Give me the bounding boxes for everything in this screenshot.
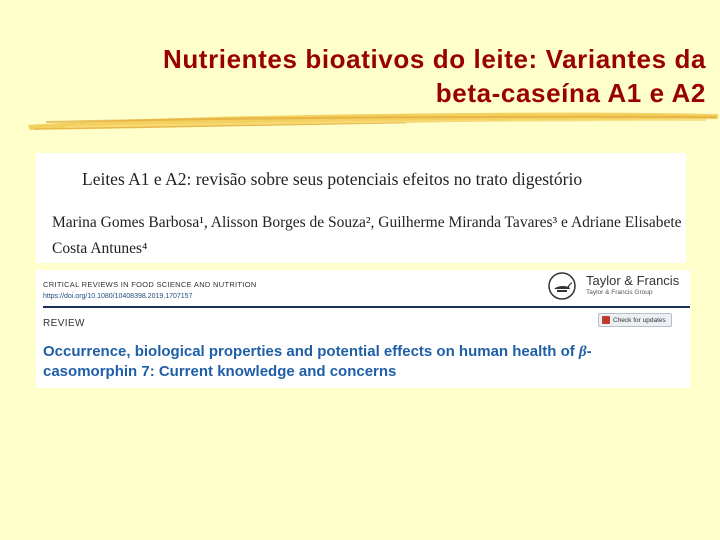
paper-title-en [43, 342, 643, 382]
paper-excerpt-pt [36, 153, 686, 263]
check-updates-label: Check for updates [613, 316, 666, 324]
publisher-name: Taylor & Francis [586, 273, 680, 288]
paper-excerpt-en [36, 270, 690, 388]
doi-link[interactable]: https://doi.org/10.1080/10408398.2019.1707157 [43, 293, 193, 300]
article-section: REVIEW [43, 318, 85, 329]
paper-title-en-part-1: Occurrence, biological properties and potential effects on human health of [43, 343, 579, 360]
paper-title-en-beta: β [578, 344, 587, 360]
publisher-group: Taylor & Francis Group [586, 289, 653, 296]
slide-title [26, 42, 706, 110]
check-updates-button[interactable] [598, 313, 672, 327]
slide-title-line-2: beta-caseína A1 e A2 [435, 78, 706, 108]
paper-title-en-part-2: -casomorphin 7: Current knowledge and concerns [43, 343, 592, 380]
slide-title-line-1: Nutrientes bioativos do leite: Variantes da [162, 44, 706, 74]
taylor-francis-lamp-icon [548, 272, 576, 300]
journal-name: CRITICAL REVIEWS IN FOOD SCIENCE AND NUTRITION [43, 280, 257, 289]
paper-authors-pt: Marina Gomes Barbosa¹, Alisson Borges de Souza², Guilherme Miranda Tavares³ e Adriane Elisabete Costa Antunes⁴ [52, 214, 682, 257]
title-underline-brush [26, 108, 720, 134]
check-updates-icon [602, 316, 610, 324]
header-rule [43, 306, 690, 308]
paper-title-pt: Leites A1 e A2: revisão sobre seus potenciais efeitos no trato digestório [82, 169, 583, 189]
